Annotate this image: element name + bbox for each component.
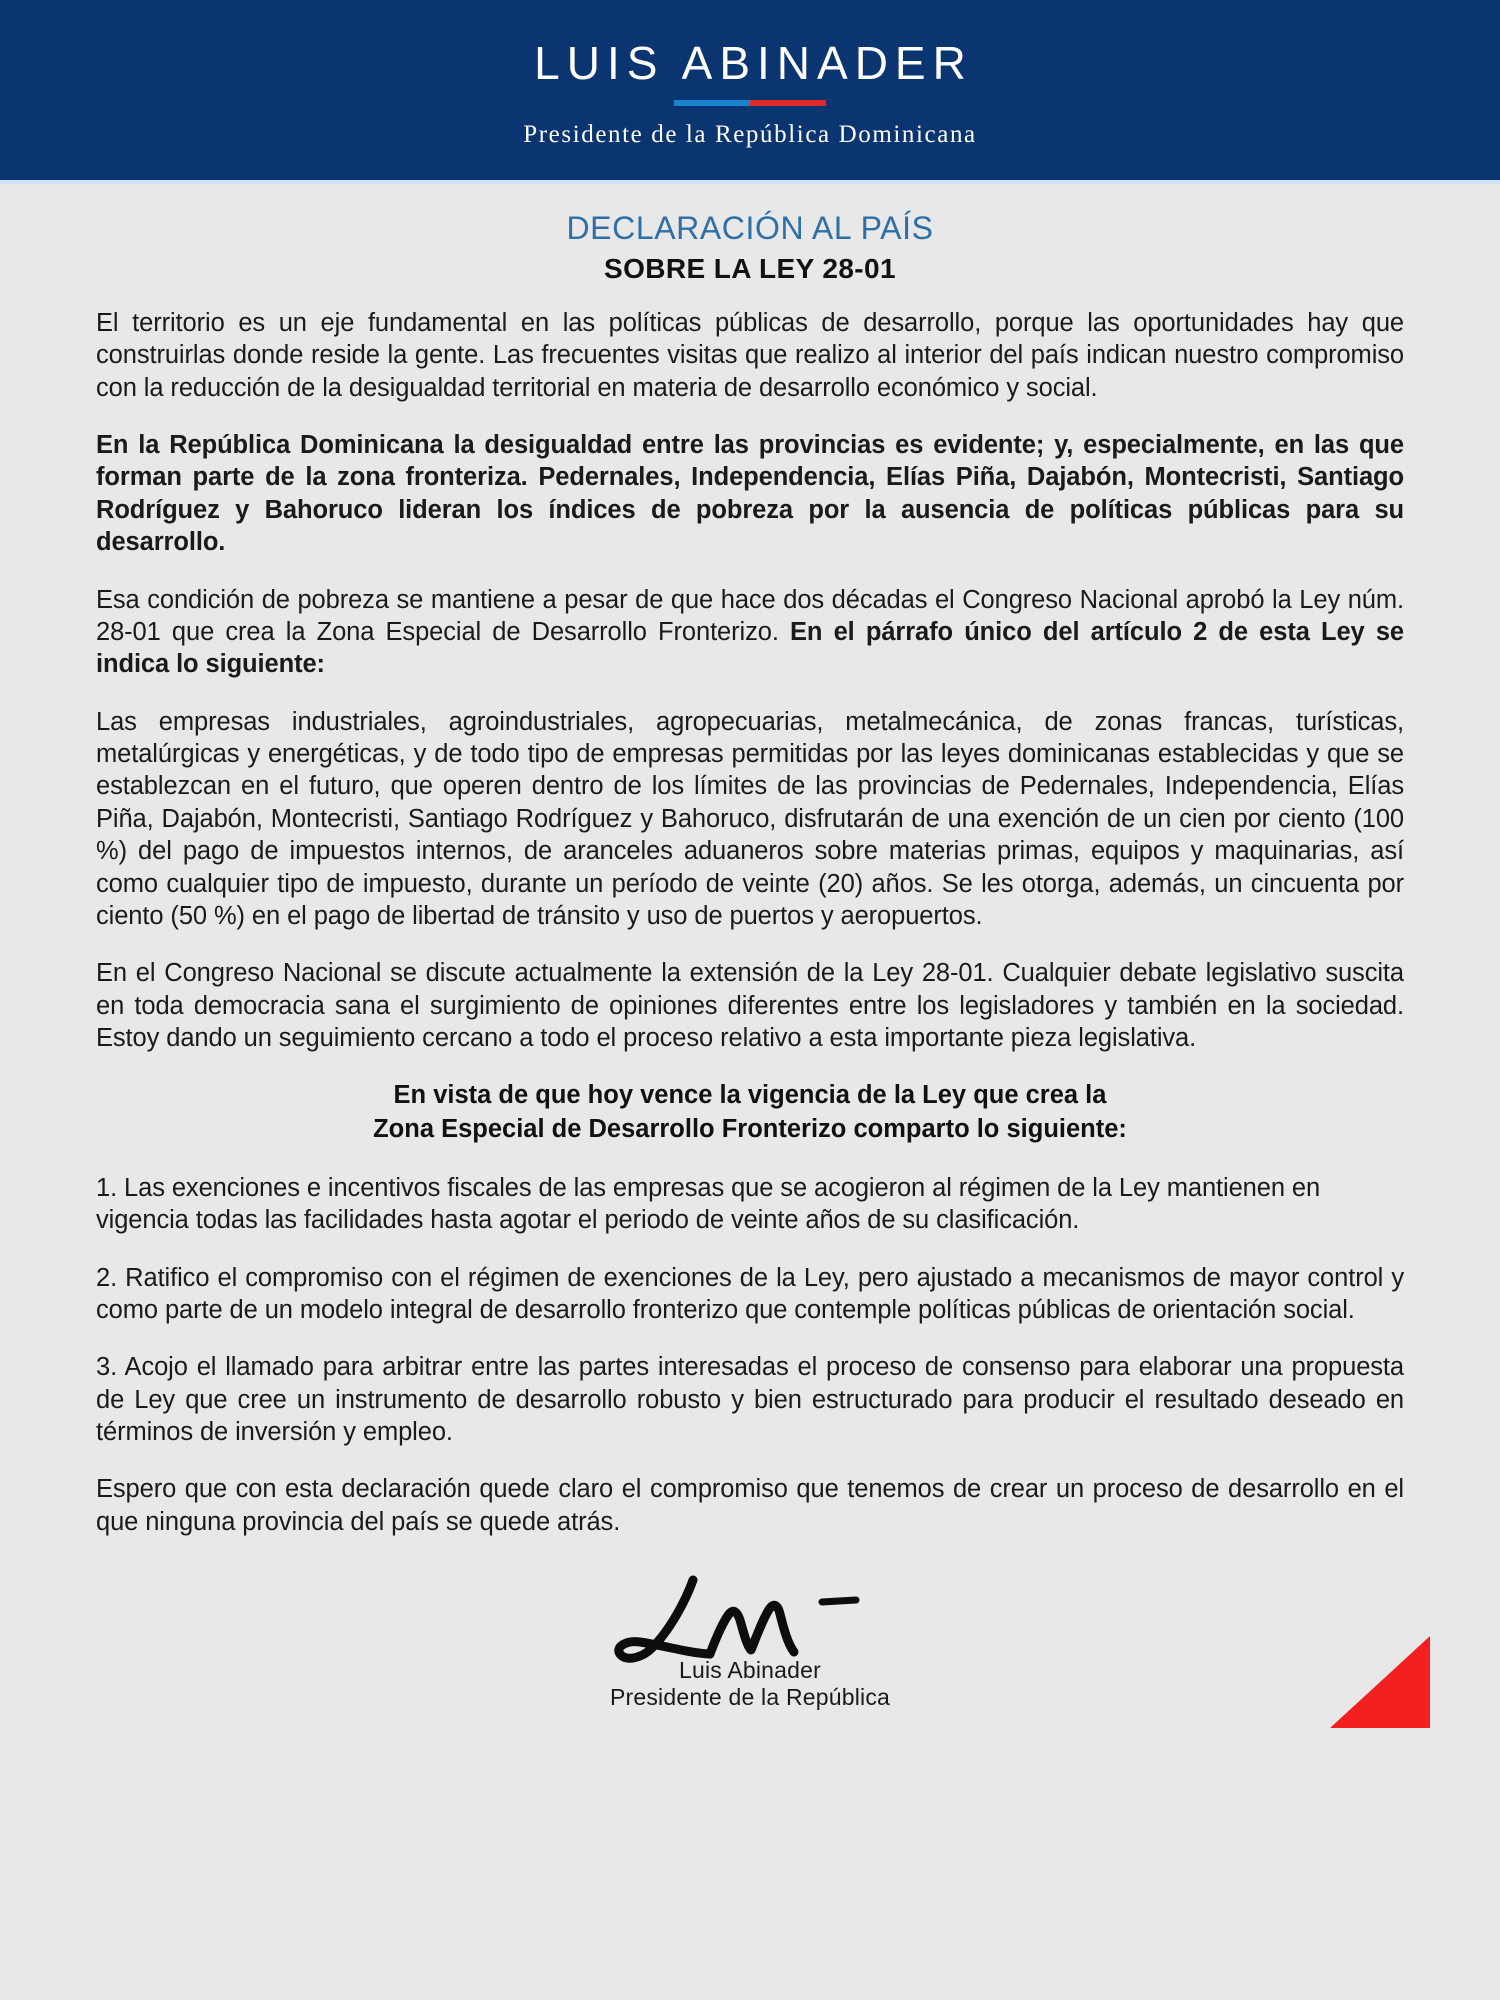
list-item-3: 3. Acojo el llamado para arbitrar entre las partes interesadas el proceso de consenso para elaborar una propuesta de Ley que cree un instrumento de desarrollo robusto y bien estructurado para producir el resultado deseado en términos de inversión y empleo.	[96, 1353, 1404, 1447]
signature-name: Luis Abinader	[679, 1657, 821, 1684]
list-item-2: 2. Ratifico el compromiso con el régimen de exenciones de la Ley, pero ajustado a mecanismos de mayor control y como parte de un modelo integral de desarrollo fronterizo que contemple políticas públicas de orientación social.	[96, 1263, 1404, 1324]
red-triangle-mark	[1330, 1636, 1430, 1728]
masthead	[0, 0, 1500, 180]
paragraph-law-quote: Las empresas industriales, agroindustriales, agropecuarias, metalmecánica, de zonas francas, turísticas, metalúrgicas y energéticas, y de todo tipo de empresas permitidas por las leyes dominicanas establecidas y que se establezcan en el futuro, que operen dentro de los límites de las provincias de Pedernales, Independencia, Elías Piña, Dajabón, Montecristi, Santiago Rodríguez y Bahoruco, disfrutarán de una exención de un cien por ciento (100 %) del pago de impuestos internos, de aranceles aduaneros sobre materias primas, equipos y maquinarias, así como cualquier tipo de impuesto, durante un período de veinte (20) años. Se les otorga, además, un cincuenta por ciento (50 %) en el pago de libertad de tránsito y uso de puertos y aeropuertos.	[96, 707, 1404, 930]
paragraph-law-context	[96, 584, 1404, 681]
centered-statement-line-1: En vista de que hoy vence la vigencia de la Ley que crea la	[393, 1081, 1107, 1110]
president-name-title: LUIS ABINADER	[534, 36, 973, 89]
signature-role: Presidente de la República	[609, 1684, 891, 1711]
document-body	[0, 184, 1500, 1738]
paragraph-closing: Espero que con esta declaración quede claro el compromiso que tenemos de crear un proceso de desarrollo en el que ninguna provincia del país se quede atrás.	[96, 1475, 1404, 1536]
document-title: DECLARACIÓN AL PAÍS	[566, 210, 934, 246]
paragraph-inequality: En la República Dominicana la desigualdad entre las provincias es evidente; y, especialmente, en las que forman parte de la zona fronteriza. Pedernales, Independencia, Elías Piña, Dajabón, Montecristi, Santiago Rodríguez y Bahoruco lideran los índices de pobreza por la ausencia de políticas públicas para su desarrollo.	[96, 431, 1404, 557]
law-context-emphasis: En el párrafo único del artículo 2 de esta Ley se indica lo siguiente:	[96, 617, 1404, 679]
centered-statement-line-2: Zona Especial de Desarrollo Fronterizo comparto lo siguiente:	[373, 1114, 1127, 1143]
paragraph-intro: El territorio es un eje fundamental en las políticas públicas de desarrollo, porque las oportunidades hay que construirlas donde reside la gente. Las frecuentes visitas que realizo al interior del país indican nuestro compromiso con la reducción de la desigualdad territorial en materia de desarrollo económico y social.	[96, 308, 1404, 402]
law-context-regular: Esa condición de pobreza se mantiene a pesar de que hace dos décadas el Congreso Nacional aprobó la Ley núm. 28-01 que crea la Zona Especial de Desarrollo Fronterizo.	[96, 585, 1404, 646]
centered-statement	[96, 1079, 1404, 1145]
signature-area	[96, 1568, 1404, 1738]
document-subtitle: SOBRE LA LEY 28-01	[604, 252, 896, 284]
president-role-subtitle: Presidente de la República Dominicana	[523, 120, 977, 148]
rule-segment-red	[750, 100, 826, 106]
signature-block	[530, 1568, 970, 1711]
flag-divider-rule	[674, 100, 826, 106]
paragraph-congress-debate: En el Congreso Nacional se discute actualmente la extensión de la Ley 28-01. Cualquier debate legislativo suscita en toda democracia sana el surgimiento de opiniones diferentes entre los legisladores y también en la sociedad. Estoy dando un seguimiento cercano a todo el proceso relativo a esta importante pieza legislativa.	[96, 959, 1404, 1053]
list-item-1: 1. Las exenciones e incentivos fiscales de las empresas que se acogieron al régimen de la Ley mantienen en vigencia todas las facilidades hasta agotar el periodo de veinte años de su clasificación.	[96, 1173, 1321, 1235]
rule-segment-blue	[674, 100, 750, 106]
